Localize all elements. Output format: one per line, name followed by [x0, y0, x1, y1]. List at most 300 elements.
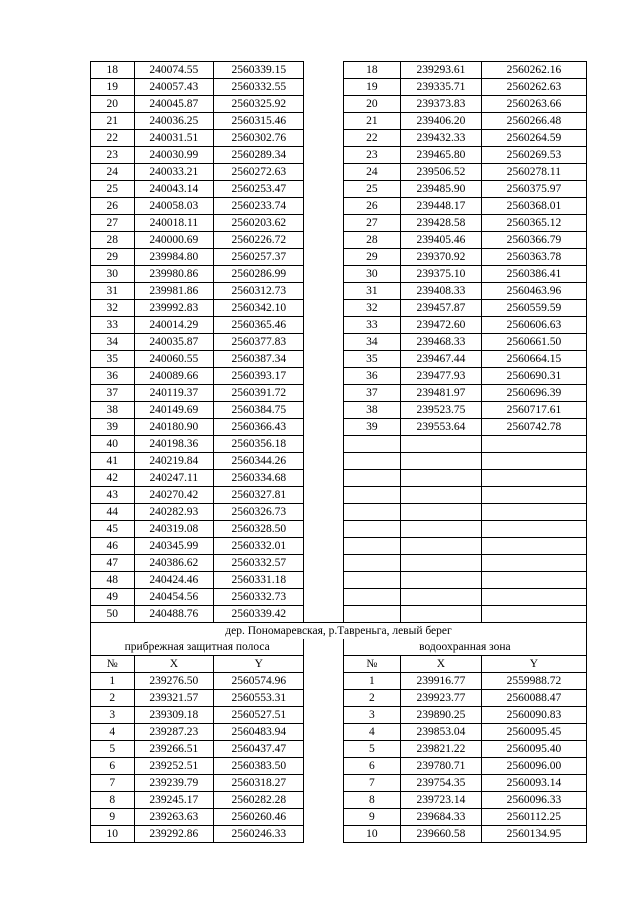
left-x-coordinate: 240319.08 — [134, 521, 214, 538]
left-point-number: 30 — [91, 266, 135, 283]
left-y-coordinate: 2560332.73 — [214, 589, 304, 606]
right-point-number: 18 — [343, 62, 400, 79]
left-point-number: 46 — [91, 538, 135, 555]
right-x-coordinate: 239335.71 — [401, 79, 482, 96]
left-point-number: 49 — [91, 589, 135, 606]
right-x-coordinate: 239373.83 — [401, 96, 482, 113]
left-y-coordinate: 2560332.01 — [214, 538, 304, 555]
left-x-coordinate: 240058.03 — [134, 198, 214, 215]
right-y-coordinate — [481, 555, 586, 572]
left-y-coordinate: 2560384.75 — [214, 402, 304, 419]
right-y-coordinate: 2560463.96 — [481, 283, 586, 300]
left-y-coordinate: 2560332.55 — [214, 79, 304, 96]
right-x-coordinate: 239406.20 — [401, 113, 482, 130]
column-gap — [304, 487, 343, 504]
right-y-coordinate — [481, 606, 586, 623]
column-gap — [304, 589, 343, 606]
right-point-number: 8 — [343, 792, 400, 809]
coastal-protection-strip-title: прибрежная защитная полоса — [91, 639, 304, 656]
right-point-number — [343, 538, 400, 555]
left-point-number: 48 — [91, 572, 135, 589]
table-row — [91, 351, 587, 368]
column-gap — [304, 470, 343, 487]
right-point-number: 28 — [343, 232, 400, 249]
left-y-coordinate: 2560312.73 — [214, 283, 304, 300]
left-header-x-coordinate: X — [134, 656, 214, 673]
left-x-coordinate: 240282.93 — [134, 504, 214, 521]
left-y-coordinate: 2560302.76 — [214, 130, 304, 147]
column-gap — [304, 538, 343, 555]
left-y-coordinate: 2560387.34 — [214, 351, 304, 368]
table-row — [91, 334, 587, 351]
left-y-coordinate: 2560366.43 — [214, 419, 304, 436]
left-x-coordinate: 240057.43 — [134, 79, 214, 96]
right-x-coordinate: 239370.92 — [401, 249, 482, 266]
table-row — [91, 181, 587, 198]
table-row — [91, 232, 587, 249]
left-y-coordinate: 2560226.72 — [214, 232, 304, 249]
table-row — [91, 792, 587, 809]
left-x-coordinate: 240149.69 — [134, 402, 214, 419]
left-point-number: 26 — [91, 198, 135, 215]
right-point-number: 7 — [343, 775, 400, 792]
table-row — [91, 317, 587, 334]
column-gap — [304, 690, 343, 707]
column-gap — [304, 758, 343, 775]
right-y-coordinate — [481, 436, 586, 453]
column-gap — [304, 775, 343, 792]
left-point-number: 18 — [91, 62, 135, 79]
left-y-coordinate: 2560253.47 — [214, 181, 304, 198]
left-y-coordinate: 2560437.47 — [214, 741, 304, 758]
coordinates-table — [90, 61, 587, 843]
right-point-number: 2 — [343, 690, 400, 707]
table-row — [91, 147, 587, 164]
left-point-number: 27 — [91, 215, 135, 232]
left-point-number: 42 — [91, 470, 135, 487]
table-row — [91, 402, 587, 419]
left-point-number: 5 — [91, 741, 135, 758]
table-row — [91, 300, 587, 317]
right-point-number: 6 — [343, 758, 400, 775]
column-gap — [304, 368, 343, 385]
right-y-coordinate: 2560368.01 — [481, 198, 586, 215]
right-header-x-coordinate: X — [401, 656, 482, 673]
right-point-number — [343, 453, 400, 470]
left-x-coordinate: 240018.11 — [134, 215, 214, 232]
left-x-coordinate: 239239.79 — [134, 775, 214, 792]
table-row — [91, 266, 587, 283]
right-y-coordinate: 2559988.72 — [481, 673, 586, 690]
right-y-coordinate: 2560095.40 — [481, 741, 586, 758]
right-x-coordinate: 239448.17 — [401, 198, 482, 215]
left-x-coordinate: 239245.17 — [134, 792, 214, 809]
right-point-number: 26 — [343, 198, 400, 215]
right-y-coordinate: 2560661.50 — [481, 334, 586, 351]
left-point-number: 39 — [91, 419, 135, 436]
left-y-coordinate: 2560365.46 — [214, 317, 304, 334]
right-y-coordinate: 2560096.33 — [481, 792, 586, 809]
right-x-coordinate: 239468.33 — [401, 334, 482, 351]
left-point-number: 24 — [91, 164, 135, 181]
right-y-coordinate: 2560365.12 — [481, 215, 586, 232]
left-x-coordinate: 240043.14 — [134, 181, 214, 198]
right-y-coordinate: 2560269.53 — [481, 147, 586, 164]
column-gap — [304, 317, 343, 334]
right-y-coordinate: 2560278.11 — [481, 164, 586, 181]
right-y-coordinate: 2560088.47 — [481, 690, 586, 707]
column-gap — [304, 113, 343, 130]
left-x-coordinate: 240180.90 — [134, 419, 214, 436]
right-point-number: 23 — [343, 147, 400, 164]
right-x-coordinate: 239890.25 — [401, 707, 482, 724]
left-point-number: 33 — [91, 317, 135, 334]
right-x-coordinate — [401, 538, 482, 555]
right-point-number — [343, 555, 400, 572]
left-x-coordinate: 240060.55 — [134, 351, 214, 368]
left-x-coordinate: 239992.83 — [134, 300, 214, 317]
left-x-coordinate: 240424.46 — [134, 572, 214, 589]
right-y-coordinate: 2560696.39 — [481, 385, 586, 402]
left-y-coordinate: 2560331.18 — [214, 572, 304, 589]
right-y-coordinate: 2560664.15 — [481, 351, 586, 368]
right-y-coordinate: 2560095.45 — [481, 724, 586, 741]
left-y-coordinate: 2560574.96 — [214, 673, 304, 690]
left-point-number: 3 — [91, 707, 135, 724]
right-x-coordinate — [401, 436, 482, 453]
left-x-coordinate: 240014.29 — [134, 317, 214, 334]
left-point-number: 10 — [91, 826, 135, 843]
right-point-number: 9 — [343, 809, 400, 826]
left-x-coordinate: 240198.36 — [134, 436, 214, 453]
right-y-coordinate: 2560112.25 — [481, 809, 586, 826]
left-y-coordinate: 2560391.72 — [214, 385, 304, 402]
column-gap — [304, 232, 343, 249]
left-point-number: 23 — [91, 147, 135, 164]
right-x-coordinate — [401, 606, 482, 623]
left-y-coordinate: 2560257.37 — [214, 249, 304, 266]
column-gap — [304, 453, 343, 470]
left-y-coordinate: 2560332.57 — [214, 555, 304, 572]
right-x-coordinate: 239916.77 — [401, 673, 482, 690]
right-y-coordinate: 2560090.83 — [481, 707, 586, 724]
left-point-number: 20 — [91, 96, 135, 113]
right-y-coordinate — [481, 453, 586, 470]
right-x-coordinate — [401, 487, 482, 504]
column-gap — [304, 402, 343, 419]
left-y-coordinate: 2560326.73 — [214, 504, 304, 521]
table-row — [91, 62, 587, 79]
right-point-number: 4 — [343, 724, 400, 741]
right-x-coordinate: 239853.04 — [401, 724, 482, 741]
column-gap — [304, 572, 343, 589]
column-gap — [304, 215, 343, 232]
right-x-coordinate — [401, 470, 482, 487]
table-row — [91, 589, 587, 606]
right-point-number: 39 — [343, 419, 400, 436]
right-point-number: 25 — [343, 181, 400, 198]
left-y-coordinate: 2560246.33 — [214, 826, 304, 843]
right-x-coordinate: 239780.71 — [401, 758, 482, 775]
column-gap — [304, 300, 343, 317]
left-point-number: 22 — [91, 130, 135, 147]
left-point-number: 8 — [91, 792, 135, 809]
right-point-number: 1 — [343, 673, 400, 690]
left-y-coordinate: 2560328.50 — [214, 521, 304, 538]
right-y-coordinate: 2560559.59 — [481, 300, 586, 317]
left-x-coordinate: 240345.99 — [134, 538, 214, 555]
table-row — [91, 368, 587, 385]
table-row — [91, 741, 587, 758]
right-point-number: 5 — [343, 741, 400, 758]
right-y-coordinate — [481, 521, 586, 538]
left-point-number: 41 — [91, 453, 135, 470]
left-x-coordinate: 240074.55 — [134, 62, 214, 79]
right-x-coordinate: 239432.33 — [401, 130, 482, 147]
right-point-number: 37 — [343, 385, 400, 402]
column-gap — [304, 673, 343, 690]
left-point-number: 35 — [91, 351, 135, 368]
right-x-coordinate: 239408.33 — [401, 283, 482, 300]
column-gap — [304, 656, 343, 673]
left-x-coordinate: 240035.87 — [134, 334, 214, 351]
left-x-coordinate: 240219.84 — [134, 453, 214, 470]
left-point-number: 38 — [91, 402, 135, 419]
column-gap — [304, 606, 343, 623]
right-x-coordinate: 239428.58 — [401, 215, 482, 232]
left-x-coordinate: 240045.87 — [134, 96, 214, 113]
left-point-number: 44 — [91, 504, 135, 521]
left-x-coordinate: 240386.62 — [134, 555, 214, 572]
left-y-coordinate: 2560356.18 — [214, 436, 304, 453]
right-point-number: 22 — [343, 130, 400, 147]
right-point-number — [343, 572, 400, 589]
left-y-coordinate: 2560339.42 — [214, 606, 304, 623]
left-y-coordinate: 2560289.34 — [214, 147, 304, 164]
table-row — [91, 164, 587, 181]
right-y-coordinate: 2560690.31 — [481, 368, 586, 385]
right-point-number — [343, 470, 400, 487]
left-point-number: 45 — [91, 521, 135, 538]
left-point-number: 7 — [91, 775, 135, 792]
right-point-number: 3 — [343, 707, 400, 724]
right-y-coordinate: 2560263.66 — [481, 96, 586, 113]
table-row — [91, 96, 587, 113]
table-row — [91, 690, 587, 707]
right-point-number: 27 — [343, 215, 400, 232]
right-x-coordinate: 239467.44 — [401, 351, 482, 368]
left-y-coordinate: 2560318.27 — [214, 775, 304, 792]
right-x-coordinate: 239754.35 — [401, 775, 482, 792]
left-y-coordinate: 2560377.83 — [214, 334, 304, 351]
zone-title-row — [91, 639, 587, 656]
right-x-coordinate — [401, 521, 482, 538]
left-y-coordinate: 2560233.74 — [214, 198, 304, 215]
left-x-coordinate: 239276.50 — [134, 673, 214, 690]
right-point-number: 19 — [343, 79, 400, 96]
column-gap — [304, 385, 343, 402]
left-point-number: 47 — [91, 555, 135, 572]
column-gap — [304, 249, 343, 266]
right-y-coordinate: 2560742.78 — [481, 419, 586, 436]
right-x-coordinate: 239723.14 — [401, 792, 482, 809]
left-x-coordinate: 240270.42 — [134, 487, 214, 504]
right-y-coordinate: 2560093.14 — [481, 775, 586, 792]
table-row — [91, 453, 587, 470]
column-gap — [304, 351, 343, 368]
table-row — [91, 758, 587, 775]
right-y-coordinate — [481, 487, 586, 504]
column-gap — [304, 164, 343, 181]
table-row — [91, 113, 587, 130]
left-y-coordinate: 2560272.63 — [214, 164, 304, 181]
left-x-coordinate: 240000.69 — [134, 232, 214, 249]
table-row — [91, 504, 587, 521]
left-y-coordinate: 2560315.46 — [214, 113, 304, 130]
right-point-number: 36 — [343, 368, 400, 385]
right-x-coordinate: 239821.22 — [401, 741, 482, 758]
right-point-number — [343, 521, 400, 538]
right-point-number: 30 — [343, 266, 400, 283]
section-caption: дер. Пономаревская, р.Тавреньга, левый берег — [91, 623, 587, 640]
left-y-coordinate: 2560339.15 — [214, 62, 304, 79]
table-row — [91, 775, 587, 792]
left-point-number: 21 — [91, 113, 135, 130]
table-row — [91, 436, 587, 453]
left-point-number: 32 — [91, 300, 135, 317]
left-x-coordinate: 239321.57 — [134, 690, 214, 707]
column-gap — [304, 62, 343, 79]
right-header-point-number: № — [343, 656, 400, 673]
left-x-coordinate: 240031.51 — [134, 130, 214, 147]
table-row — [91, 419, 587, 436]
left-point-number: 29 — [91, 249, 135, 266]
left-point-number: 4 — [91, 724, 135, 741]
table-row — [91, 487, 587, 504]
table-row — [91, 130, 587, 147]
right-point-number: 21 — [343, 113, 400, 130]
left-x-coordinate: 239984.80 — [134, 249, 214, 266]
left-y-coordinate: 2560282.28 — [214, 792, 304, 809]
left-y-coordinate: 2560327.81 — [214, 487, 304, 504]
column-gap — [304, 96, 343, 113]
left-point-number: 31 — [91, 283, 135, 300]
column-gap — [304, 521, 343, 538]
right-point-number: 33 — [343, 317, 400, 334]
table-row — [91, 555, 587, 572]
right-y-coordinate: 2560606.63 — [481, 317, 586, 334]
right-x-coordinate: 239457.87 — [401, 300, 482, 317]
table-row — [91, 606, 587, 623]
right-y-coordinate: 2560096.00 — [481, 758, 586, 775]
right-y-coordinate — [481, 504, 586, 521]
table-row — [91, 215, 587, 232]
right-x-coordinate — [401, 453, 482, 470]
right-point-number: 24 — [343, 164, 400, 181]
left-point-number: 40 — [91, 436, 135, 453]
right-point-number: 29 — [343, 249, 400, 266]
left-x-coordinate: 240036.25 — [134, 113, 214, 130]
section-caption-row — [91, 623, 587, 640]
table-row — [91, 572, 587, 589]
right-x-coordinate: 239660.58 — [401, 826, 482, 843]
column-gap — [304, 504, 343, 521]
left-x-coordinate: 239309.18 — [134, 707, 214, 724]
right-point-number: 35 — [343, 351, 400, 368]
column-gap — [304, 555, 343, 572]
right-y-coordinate: 2560264.59 — [481, 130, 586, 147]
column-header-row — [91, 656, 587, 673]
table-row — [91, 249, 587, 266]
table-row — [91, 385, 587, 402]
left-point-number: 6 — [91, 758, 135, 775]
right-y-coordinate: 2560386.41 — [481, 266, 586, 283]
left-x-coordinate: 239980.86 — [134, 266, 214, 283]
column-gap — [304, 639, 343, 656]
left-x-coordinate: 240488.76 — [134, 606, 214, 623]
right-point-number — [343, 589, 400, 606]
column-gap — [304, 419, 343, 436]
coordinates-table-body — [91, 62, 587, 843]
table-row — [91, 673, 587, 690]
right-y-coordinate — [481, 572, 586, 589]
left-y-coordinate: 2560260.46 — [214, 809, 304, 826]
right-y-coordinate: 2560366.79 — [481, 232, 586, 249]
table-row — [91, 521, 587, 538]
left-x-coordinate: 239263.63 — [134, 809, 214, 826]
right-x-coordinate — [401, 555, 482, 572]
right-header-y-coordinate: Y — [481, 656, 586, 673]
column-gap — [304, 826, 343, 843]
column-gap — [304, 724, 343, 741]
left-y-coordinate: 2560344.26 — [214, 453, 304, 470]
left-y-coordinate: 2560383.50 — [214, 758, 304, 775]
left-y-coordinate: 2560483.94 — [214, 724, 304, 741]
column-gap — [304, 283, 343, 300]
right-x-coordinate: 239481.97 — [401, 385, 482, 402]
column-gap — [304, 79, 343, 96]
left-y-coordinate: 2560393.17 — [214, 368, 304, 385]
left-point-number: 1 — [91, 673, 135, 690]
right-point-number — [343, 504, 400, 521]
right-y-coordinate: 2560363.78 — [481, 249, 586, 266]
column-gap — [304, 792, 343, 809]
left-y-coordinate: 2560286.99 — [214, 266, 304, 283]
right-x-coordinate: 239293.61 — [401, 62, 482, 79]
left-x-coordinate: 240030.99 — [134, 147, 214, 164]
column-gap — [304, 147, 343, 164]
left-x-coordinate: 240119.37 — [134, 385, 214, 402]
table-row — [91, 826, 587, 843]
left-x-coordinate: 240033.21 — [134, 164, 214, 181]
right-x-coordinate: 239553.64 — [401, 419, 482, 436]
left-point-number: 19 — [91, 79, 135, 96]
right-y-coordinate: 2560262.63 — [481, 79, 586, 96]
right-x-coordinate — [401, 572, 482, 589]
left-x-coordinate: 239287.23 — [134, 724, 214, 741]
left-point-number: 28 — [91, 232, 135, 249]
right-point-number: 38 — [343, 402, 400, 419]
left-x-coordinate: 240089.66 — [134, 368, 214, 385]
right-point-number: 31 — [343, 283, 400, 300]
column-gap — [304, 707, 343, 724]
column-gap — [304, 198, 343, 215]
water-protection-zone-title: водоохранная зона — [343, 639, 586, 656]
left-x-coordinate: 239252.51 — [134, 758, 214, 775]
left-y-coordinate: 2560527.51 — [214, 707, 304, 724]
right-point-number: 34 — [343, 334, 400, 351]
column-gap — [304, 181, 343, 198]
